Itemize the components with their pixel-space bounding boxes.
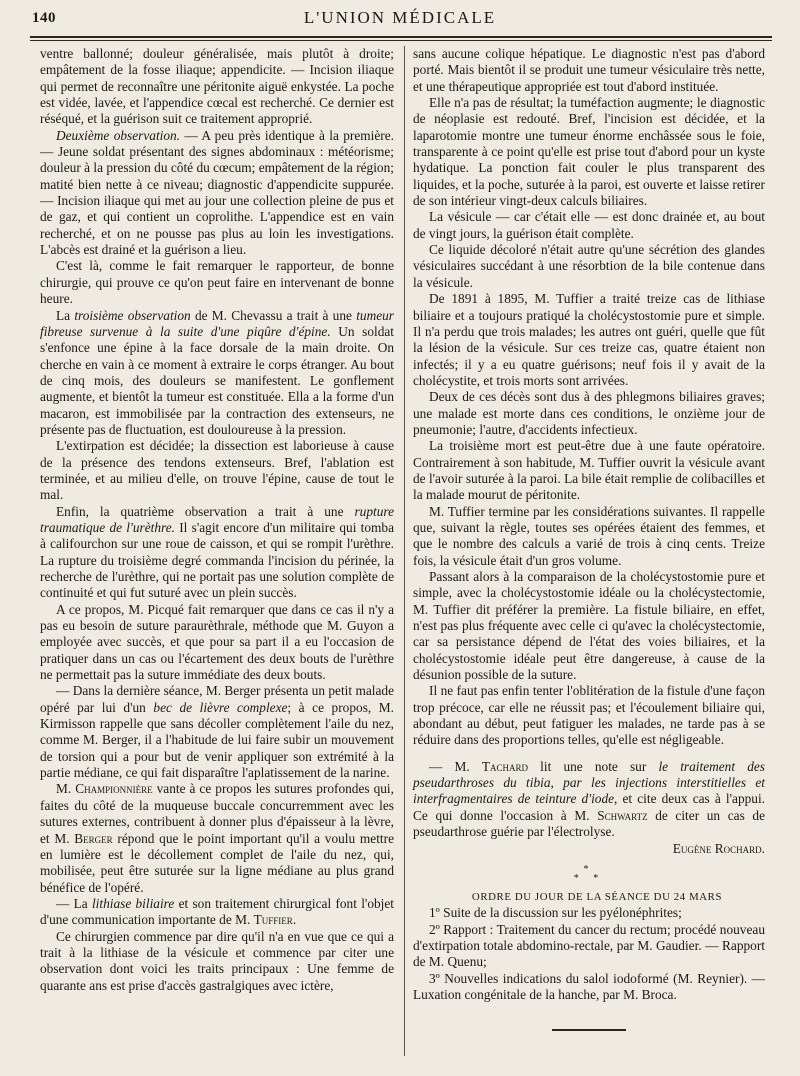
paragraph (40, 128, 394, 259)
author-name: Championnière (75, 781, 153, 797)
header-rule-thin (30, 40, 772, 41)
page-number: 140 (32, 10, 56, 26)
paragraph (413, 504, 765, 569)
text: L'extirpation est décidée; la dissection est laborieuse à cause de la présence des tendons extenseurs. Bref, l'ablation est terminée, et au milieu d'elle, on trouve l'épine, cause de tout le mal. (40, 438, 394, 503)
section-heading: ORDRE DU JOUR DE LA SÉANCE DU 24 MARS (471, 890, 723, 903)
text: 1º Suite de la discussion sur les pyélonéphrites; (429, 905, 682, 921)
paragraph (413, 683, 765, 748)
paragraph (413, 291, 765, 389)
text: Ce chirurgien commence par dire qu'il n'a en vue que ce qui a trait à la lithiase de la vésicule et commence par citer une observation dont voici les traits principaux : Une femme de quarante ans est prise d'accès gastralgiques avec ictère, (40, 928, 394, 993)
paragraph (40, 929, 394, 994)
text: de citer un cas de pseudarthrose guérie par l'électrolyse. (413, 807, 765, 840)
text: Il ne faut pas enfin tenter l'oblitération de la fistule d'une façon trop précoce, car elle ne réussit pas; et l'écoulement biliaire qui, abondant au début, peut fatiguer les malades, ne tarde pas à se réduire dans des proportions telles, qu'elle est négligeable. (413, 683, 765, 748)
author-name: Tachard (481, 758, 529, 774)
italic-text: rupture traumatique de l'urèthre. (40, 503, 394, 535)
left-column (40, 46, 394, 994)
text: sans aucune colique hépatique. Le diagnostic n'est pas d'abord porté. Mais bientôt il se produit une tumeur vésiculaire très nette, et une thérapeutique appropriée est tout d'abord instituée. (413, 46, 765, 94)
paragraph (40, 896, 394, 929)
text: — Dans la dernière séance, M. Berger présenta un petit malade opéré par lui d'un (40, 683, 394, 715)
paragraph (413, 389, 765, 438)
text: A ce propos, M. Picqué fait remarquer que dans ce cas il n'y a pas eu besoin de suture paraurèthrale, méthode que M. Guyon a employée avec succès, et que pour sa part il a eu l'occasion de pratiquer dans un cas ou l'écartement des deux bouts de l'urèthre ne permettait pas la suture immédiate des deux bouts. (40, 601, 394, 683)
italic-heading: Deuxième observation. (56, 127, 181, 143)
text: ; à ce propos, M. Kirmisson rappelle que sans décoller complètement l'aile du nez, comme M. Berger, il a l'habitude de lui faire subir un mouvement de torsion qui a pour but de venir appliquer son extrémité à la partie médiane, ce qui fait disparaître l'aplatissement de la narine. (40, 699, 394, 781)
text: , et cite deux cas à l'appui. Ce qui donne l'occasion à M. (413, 791, 765, 823)
text: Passant alors à la comparaison de la cholécystostomie pure et simple, avec la cholécystostomie idéale ou la cholécystectomie, M. Tuffier dit préférer la première. La fistule biliaire, en effet, n'est pas plus fréquente avec celle ci qu'avec la cholécystectomie, car sa persistance dépend de l'état des voies biliaires, et la cholécystostomie idéale peut être dangereuse, à cause de la désunion possible de la suture. (413, 569, 765, 683)
text: Il s'agit encore d'un militaire qui tomba à califourchon sur une roue de caisson, et qui se rompit l'urèthre. La rupture du troisième degré commanda l'incision du périnée, la recherche de l'urèthre, qui ne portait pas une solution complète de continuité et qui fut suturé avec un plein succès. (40, 519, 394, 601)
text: La troisième mort est peut-être due à une faute opératoire. Contrairement à son habitude, M. Tuffier ouvrit la vésicule avant de l'avoir suturée à la paroi. La bile était remplie de colibacilles et la malade mourut de péritonite. (413, 438, 765, 503)
end-rule (552, 1029, 626, 1031)
paragraph (40, 308, 394, 439)
text: Enfin, la quatrième observation a trait à une (56, 503, 355, 519)
text: et son traitement chirurgical font l'objet d'une communication importante de M. (40, 895, 394, 928)
italic-text: troisième observation (74, 307, 191, 323)
paragraph (40, 781, 394, 895)
paragraph (413, 46, 765, 95)
paragraph (40, 258, 394, 307)
author-name: Tuffier (253, 912, 293, 928)
text: M. (56, 781, 76, 797)
author-name: Schwartz (597, 807, 648, 823)
text: 2º Rapport : Traitement du cancer du rectum; procédé nouveau d'extirpation totale abdomino-rectale, par M. Gaudier. — Rapport de M. Quenu; (413, 921, 765, 970)
column-divider (404, 46, 405, 1056)
agenda-item (413, 922, 765, 971)
text: La (56, 307, 75, 323)
right-column (413, 46, 765, 1031)
italic-text: tumeur fibreuse survenue à la suite d'une piqûre d'épine. (40, 307, 394, 339)
text: ventre ballonné; douleur généralisée, mais plutôt à droite; empâtement de la fosse iliaque; appendicite. — Incision iliaque qui permet de reconnaître une péritonite aiguë enkystée. La poche est vidée, lavée, et l'appendice cœcal est recherché. Ce dernier est réséqué, et la guérison suit ce traitement approprié. (40, 46, 394, 127)
author-name: Berger (74, 830, 113, 846)
agenda-item (413, 971, 765, 1004)
text: De 1891 à 1895, M. Tuffier a traité treize cas de lithiase biliaire et a toujours pratiqué la cholécystostomie pure et simple. Il n'a perdu que trois malades; les autres ont guéri, quelle que fût la lésion de la vésicule. Sur ces treize cas, quatre étaient non infectés; il y a eu quatre guérisons; neuf fois il y avait de la cholécystite, et trois morts sont arrivées. (413, 291, 765, 388)
ornament-bottom: * * (573, 872, 605, 884)
paragraph (413, 569, 765, 683)
paragraph (413, 209, 765, 242)
running-head: L'UNION MÉDICALE (303, 8, 497, 27)
text: M. Tuffier termine par les considérations suivantes. Il rappelle que, suivant la règle, toutes ses opérées étaient des femmes, et que le nombre des calculs a varié de trois à cinq cents. Treize fois, la vésicule était d'un gros volume. (413, 503, 765, 568)
text: — La (56, 895, 92, 911)
text: vante à ce propos les sutures profondes qui, faites du côté de la muqueuse buccale concurremment avec les sutures externes, contribuent à donner plus d'épaisseur à la lèvre, et M. (40, 781, 394, 846)
text: de M. Chevassu a trait à une (190, 307, 357, 323)
text: — A peu près identique à la première.— Jeune soldat présentant des signes abdominaux : météorisme; douleur à la pression du côté du cœcum; empâtement de la région; matité bien nette à ce niveau; diagnostic d'appendicite suppurée. — Incision iliaque qui met au jour une collection pleine de pus et de gaz, et qui contient un coprolithe. L'appendice est en vain recherché, et on ne pousse pas plus au loin les investigations. L'abcès est drainé et la guérison a lieu. (40, 127, 394, 258)
text: — M. (429, 758, 482, 774)
text: C'est là, comme le fait remarquer le rapporteur, de bonne chirurgie, qui prouve ce qu'on peut faire en intervenant de bonne heure. (40, 258, 394, 307)
paragraph (413, 242, 765, 291)
italic-text: le traitement des pseudarthroses du tibia, par les injections interstitielles et interfragmentaires de teinture d'iode (413, 758, 766, 807)
ornament-top: * (583, 863, 595, 875)
paragraph (40, 504, 394, 602)
text: Un soldat s'enfonce une épine à la face dorsale de la main droite. On cherche en vain à ce moment à extraire le corps étranger. Au bout de cinq mois, des douleurs se manifestent. Le gonflement augmente, et bientôt la tumeur est constituée. Ella a la forme d'un macaron, est immobilisée par la contraction des extenseurs, ne présente pas de fluctuation, est douloureuse à la pression. (40, 323, 394, 437)
text: Elle n'a pas de résultat; la tuméfaction augmente; le diagnostic de néoplasie est redouté. Bref, l'incision est décidée, et la laparotomie montre une tumeur énorme enchâssée sous le foie, transparente à ce point qu'elle est prise tout d'abord pour un kyste hydatique. La ponction fait couler le plus transparent des liquides, et la poche, suturée à la paroi, est ouverte et laisse retirer de son intérieur vingt-deux calculs biliaires. (413, 95, 765, 209)
text: Deux de ces décès sont dus à des phlegmons biliaires graves; une malade est morte dans ces conditions, le onzième jour de pneumonie; l'autre, d'accidents infectieux. (413, 389, 765, 437)
paragraph (413, 759, 765, 841)
text: lit une note sur (528, 758, 659, 774)
paragraph (40, 46, 394, 128)
paragraph (40, 602, 394, 684)
paragraph (413, 95, 765, 209)
italic-text: bec de lièvre complexe (153, 699, 288, 715)
paragraph (413, 438, 765, 503)
asterism-ornament (413, 865, 765, 883)
header-rule (30, 36, 772, 38)
text: 3º Nouvelles indications du salol iodoformé (M. Reynier). — Luxation congénitale de la hanche, par M. Broca. (413, 970, 765, 1002)
text: répond que le point important qu'il a voulu mettre en lumière est le décollement complet de l'aile du nez, qui, mobilisée, peut être suturée sur la ligne médiane au plus grand bénéfice de l'opéré. (40, 830, 394, 895)
agenda-item (413, 905, 765, 921)
signature: Eugène Rochard. (672, 840, 765, 856)
italic-text: lithiase biliaire (91, 895, 175, 911)
paragraph (40, 438, 394, 503)
text: La vésicule — car c'était elle — est donc drainée et, au bout de vingt jours, la guérison était complète. (413, 209, 765, 241)
text: Ce liquide décoloré n'était autre qu'une sécrétion des glandes vésiculaires succédant à une résorbtion de la bile contenue dans la vésicule. (413, 242, 765, 290)
text: . (292, 912, 297, 928)
paragraph (40, 683, 394, 781)
